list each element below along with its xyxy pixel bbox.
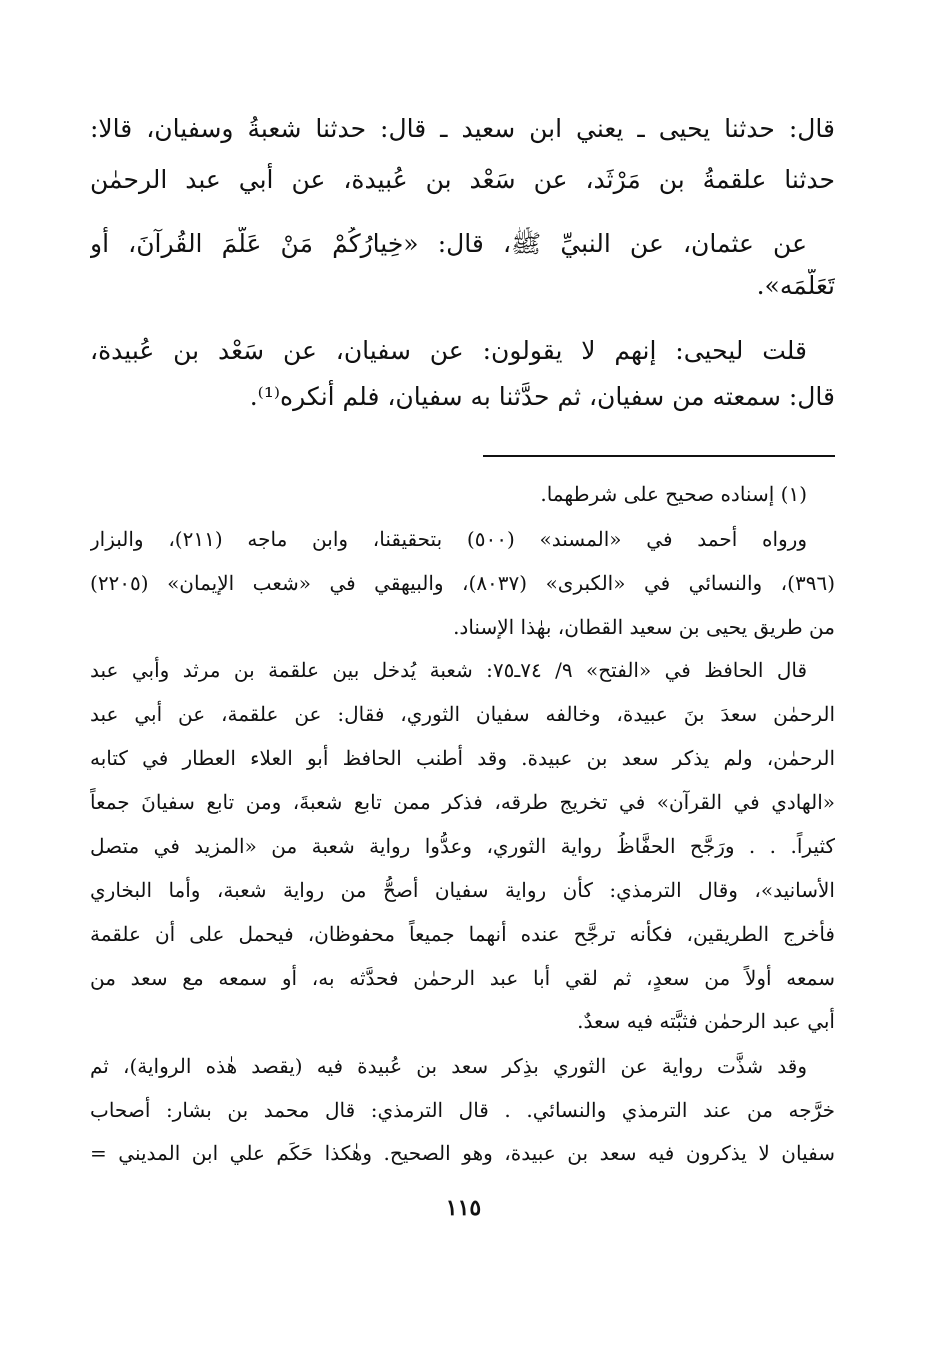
footnote-line: من طريق يحيى بن سعيد القطان، بهٰذا الإسناد. <box>453 615 835 639</box>
main-text-line: حدثنا علقمةُ بن مَرْثَد، عن سَعْد بن عُبيدة، عن أبي عبد الرحمٰن <box>90 165 835 194</box>
footnote-line: (٣٩٦)، والنسائي في «الكبرى» (٨٠٣٧)، والبيهقي في «شعب الإيمان» (٢٢٠٥) <box>90 571 835 595</box>
footnote-line: (١) إسناده صحيح على شرطهما. <box>540 482 807 506</box>
main-text-line: قال: حدثنا يحيى ـ يعني ابن سعيد ـ قال: حدثنا شعبةُ وسفيان، قالا: <box>90 114 835 143</box>
footnote-line: خرَّجه من عند الترمذي والنسائي. . قال الترمذي: قال محمد بن بشار: أصحاب <box>90 1098 835 1122</box>
footnote-line: قال الحافظ في «الفتح» ٩/ ٧٤ـ٧٥: شعبة يُدخل بين علقمة بن مرثد وأبي عبد <box>90 658 808 682</box>
main-text-line: قلت ليحيى: إنهم لا يقولون: عن سفيان، عن سَعْد بن عُبيدة، <box>90 336 807 365</box>
footnote-line: وقد شذَّت رواية عن الثوري بذِكر سعد بن عُبيدة فيه (يقصد هٰذه الرواية)، ثم <box>90 1054 807 1078</box>
footnote-line: «الهادي في القرآن» في تخريج طرقه، فذكر ممن تابع شعبةَ، ومن تابع سفيانَ جمعاً <box>90 790 835 814</box>
footnote-line: فأخرج الطريقين، فكأنه ترجَّح عنده أنهما جميعاً محفوظان، فيحمل على أن علقمة <box>90 922 835 946</box>
footnote-line: الرحمٰن سعدَ بنَ عبيدة، وخالفه سفيان الثوري، فقال: عن علقمة، عن أبي عبد <box>90 702 835 726</box>
main-text-line: عن عثمان، عن النبيِّ ﷺ، قال: «خِيارُكُمْ مَنْ عَلَّمَ القُرآنَ، أَو <box>90 229 807 258</box>
footnote-line: أبي عبد الرحمٰن فثبَّته فيه سعدٌ. <box>577 1009 835 1033</box>
footnote-line: سفيان لا يذكرون فيه سعد بن عبيدة، وهو الصحيح. وهٰكذا حَكَم علي ابن المديني = <box>90 1141 835 1165</box>
footnote-line: سمعه أولاً من سعدٍ، ثم لقي أبا عبد الرحمٰن فحدَّثه به، أو سمعه مع سعد من <box>90 966 835 990</box>
footnote-line: الأسانيد»، وقال الترمذي: كأن رواية سفيان أصحُّ من رواية شعبة، وأما البخاري <box>90 878 835 902</box>
footnote-line: ورواه أحمد في «المسند» (٥٠٠) بتحقيقنا، وابن ماجه (٢١١)، والبزار <box>90 527 807 551</box>
footnote-line: كثيراً. . . ورَجَّح الحفَّاظُ رواية الثوري، وعدُّوا رواية شعبة من «المزيد في متصل <box>90 834 835 858</box>
main-text-line: قال: سمعته من سفيان، ثم حدَّثنا به سفيان، فلم أنكره⁽¹⁾. <box>249 382 835 411</box>
footnote-line: الرحمٰن، ولم يذكر سعد بن عبيدة. وقد أطنب الحافظ أبو العلاء العطار في كتابه <box>90 746 835 770</box>
main-text-line: تَعَلَّمَه». <box>756 271 835 300</box>
page-number: ١١٥ <box>445 1195 482 1221</box>
footnote-separator <box>483 455 835 457</box>
